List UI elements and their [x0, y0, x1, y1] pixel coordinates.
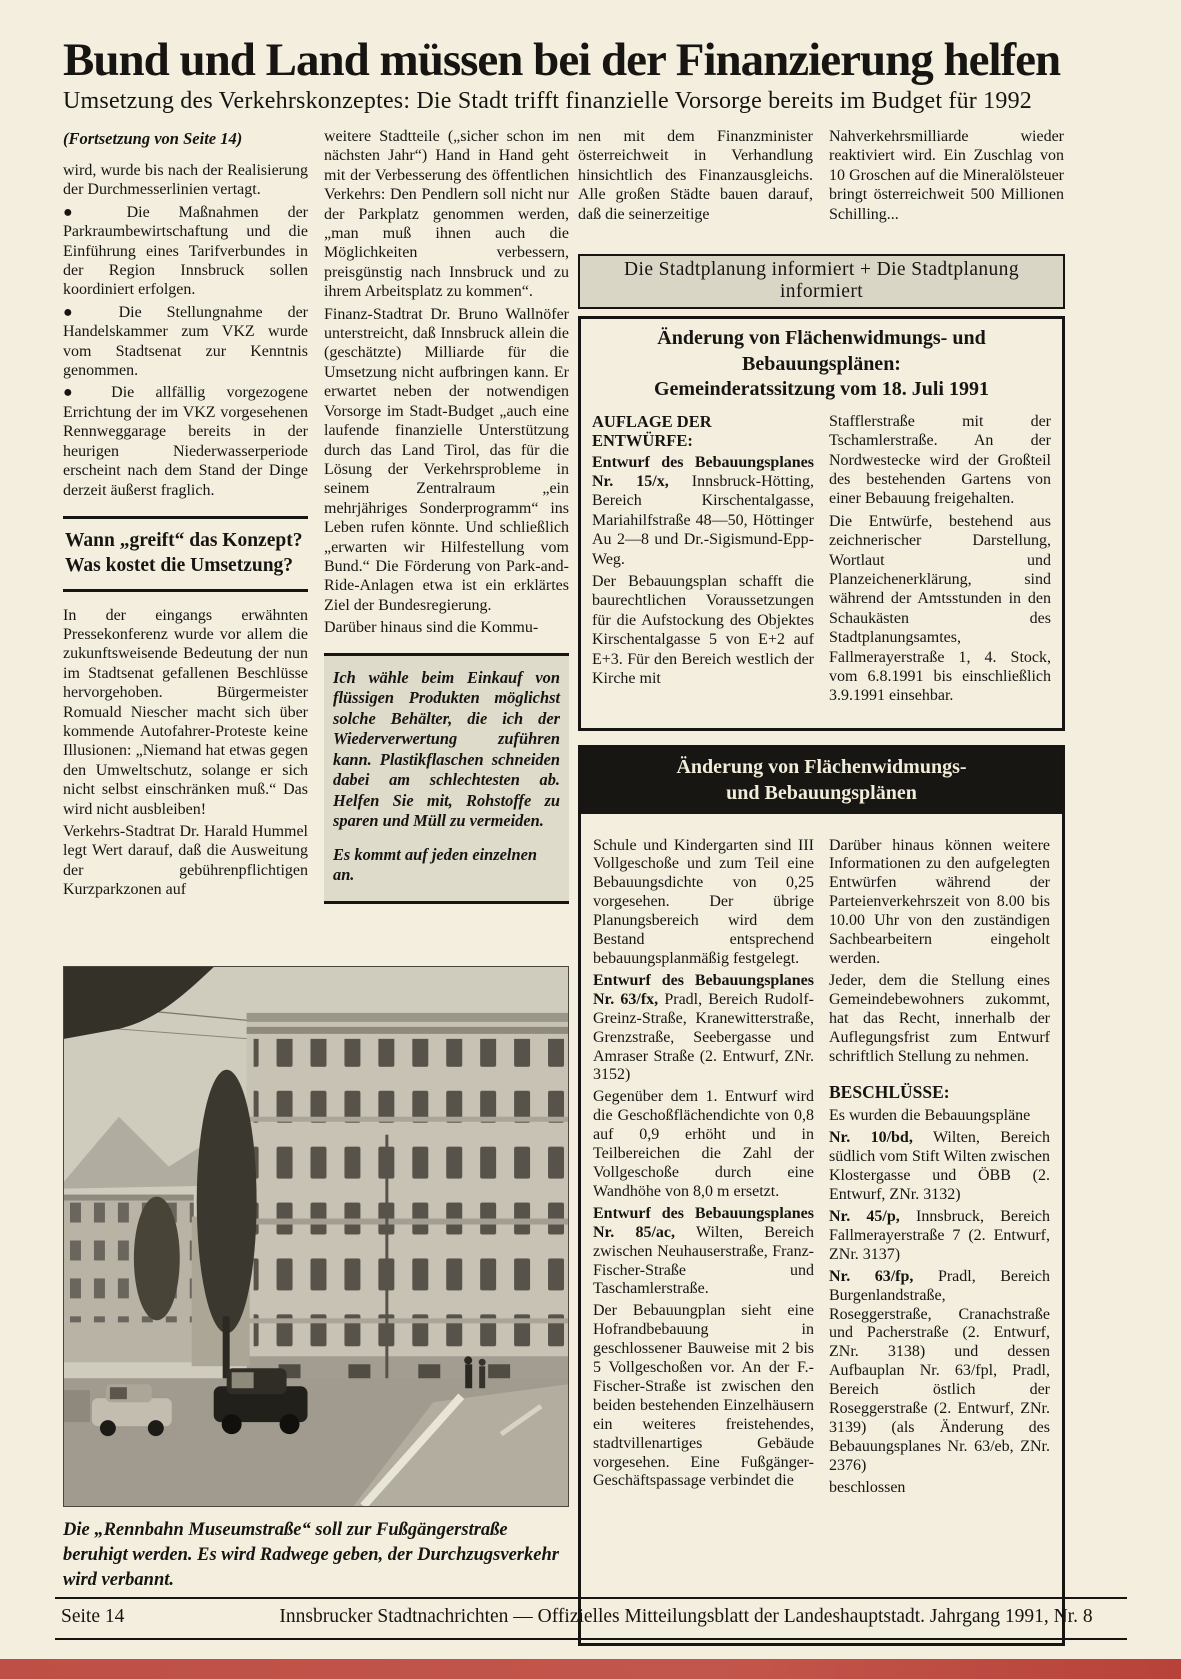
paragraph: [593, 1205, 814, 1300]
recycling-notice-closing: Es kommt auf jeden einzelnen an.: [333, 844, 537, 885]
street-photo: [63, 966, 569, 1507]
stadtplanung-box-auflage: [578, 316, 1065, 731]
box-column-left: [593, 837, 814, 1635]
article-header: [63, 36, 1125, 115]
stadtplanung-info-bar: Die Stadtplanung informiert + Die Stadtplanung informiert: [578, 254, 1065, 309]
paragraph-text: Innsbruck-Hötting, Bereich Kirschentalgasse, Mariahilfstraße 48—50, Höttinger Au 2—8 und Dr.-Sigismund-Epp-Weg.: [592, 473, 814, 568]
paragraph: Die Entwürfe, bestehend aus zeichnerischer Darstellung, Wortlaut und Planzeichenerklärung, sind während der Amtsstunden in den Schaukästen des Stadtplanungsamtes, Fallmerayerstraße 1, 4. Stock, vom 6.8.1991 bis einschließlich 3.9.1991 einsehbar.: [829, 512, 1051, 705]
plan-number: Entwurf des Bebauungsplanes Nr. 85/ac,: [593, 1204, 814, 1241]
section-header-line: Was kostet die Umsetzung?: [65, 555, 294, 577]
page-number: Seite 14: [61, 1606, 125, 1627]
paragraph-text: Wilten, Bereich südlich vom Stift Wilten zwischen Klostergasse und ÖBB (2. Entwurf, ZNr. 3132): [829, 1129, 1050, 1204]
paragraph: [829, 1208, 1050, 1265]
box-title-line: Gemeinderatssitzung vom 18. Juli 1991: [654, 378, 989, 401]
plan-number: Entwurf des Bebauungsplanes Nr. 15/x,: [592, 453, 814, 490]
footer-masthead: Innsbrucker Stadtnachrichten — Offizielles Mitteilungsblatt der Landeshauptstadt. Jahrgang 1991, Nr. 8: [279, 1606, 1093, 1627]
box-title-line: Änderung von Flächenwidmungs- und Bebauungsplänen:: [657, 327, 986, 375]
box-column-left: [592, 412, 814, 718]
page-title: Bund und Land müssen bei der Finanzierung helfen: [63, 34, 1061, 86]
photo-caption: Die „Rennbahn Museumstraße“ soll zur Fußgängerstraße beruhigt werden. Es wird Radwege geben, der Durchzugsverkehr wird verbannt.: [63, 1520, 559, 1590]
right-half: [578, 127, 1065, 1646]
bullet-item: ● Die Stellungnahme der Handelskammer zum VKZ wurde vom Stadtsenat zur Kenntnis genommen.: [63, 303, 308, 380]
paragraph: Verkehrs-Stadtrat Dr. Harald Hummel legt Wert darauf, daß die Ausweitung der gebührenpflichtigen Kurzparkzonen auf: [63, 823, 308, 899]
scan-edge-strip: [0, 1659, 1181, 1679]
section-header: [63, 516, 308, 592]
box-columns: [581, 823, 1062, 1643]
article-columns-right: [578, 127, 1065, 239]
paragraph-text: Pradl, Bereich Burgenlandstraße, Roseggerstraße, Cranachstraße und Pacherstraße (2. Entwurf, ZNr. 3138) und dessen Aufbauplan Nr. 63/fpl, Pradl, Bereich östlich der Roseggerstraße (2. Entwurf, ZNr. 3139) (als Änderung des Bebauungsplanes Nr. 63/eb, ZNr. 2376): [829, 1267, 1050, 1474]
column-1: [63, 127, 308, 961]
column-4: [829, 127, 1064, 239]
column-3: [578, 127, 813, 239]
plan-number: Nr. 45/p,: [829, 1207, 900, 1225]
paragraph: In der eingangs erwähnten Pressekonferenz wurde vor allem die zukunftsweisende Bedeutung der nun im Stadtsenat gefallenen Beschlüsse hervorgehoben. Bürgermeister Romuald Niescher macht sich über kommende Autofahrer-Proteste keine Illusionen: „Niemand hat etwas gegen den Umweltschutz, solange er sich nicht selbst einschränken muß.“ Das wird nicht ausbleiben!: [63, 606, 308, 818]
black-banner: [581, 748, 1062, 814]
paragraph: Darüber hinaus können weitere Informationen zu den aufgelegten Entwürfen während der Parteienverkehrszeit von 8.00 bis 10.00 Uhr von den zuständigen Sachbearbeitern eingeholt werden.: [829, 836, 1050, 967]
paragraph: wird, wurde bis nach der Realisierung der Durchmesserlinien vertagt.: [63, 162, 308, 199]
paragraph: Finanz-Stadtrat Dr. Bruno Wallnöfer unterstreicht, daß Innsbruck allein die (geschätzte) Milliarde für die Umsetzung nicht aufbringen kann. Er erwartet neben der notwendigen Vorsorge im Stadt-Budget „auch eine laufende finanzielle Unterstützung durch das Land Tirol, das für die Lösung der Verkehrsprobleme in seinem Zentralraum „ein mehrjähriges Sonderprogramm“ ins Leben rufen könnte. Und schließlich „erwarten wir Hilfestellung vom Bund.“ Die Förderung von Park-and-Ride-Anlagen etwa ist ein erklärtes Ziel der Bundesregierung.: [324, 305, 569, 614]
box-columns: [592, 412, 1051, 718]
recycling-notice-box: [324, 653, 569, 904]
paragraph: weitere Stadtteile („sicher schon im nächsten Jahr“) Hand in Hand geht mit der Verbesserung des öffentlichen Verkehrs: Den Pendlern soll nicht nur der Parkplatz genommen werden, „man muß ihnen auch die Möglichkeiten verbessern, preisgünstig nach Innsbruck und zu ihrem Arbeitsplatz zu kommen“.: [324, 128, 569, 301]
column-2: [324, 127, 569, 961]
paragraph: Darüber hinaus sind die Kommu-: [324, 619, 539, 637]
box-column-right: [829, 837, 1050, 1635]
bullet-item: ● Die allfällig vorgezogene Errichtung der im VKZ vorgesehenen Rennweggarage bereits in der heurigen Niederwasserperiode erscheint nach dem Stand der Dinge derzeit äußerst fraglich.: [63, 384, 308, 499]
paragraph: [592, 453, 814, 569]
paragraph-text: Pradl, Bereich Rudolf-Greinz-Straße, Kranewitterstraße, Grenzstraße, Seebergasse und Amraser Straße (2. Entwurf, ZNr. 3152): [593, 990, 814, 1084]
recycling-notice-text: Ich wähle beim Einkauf von flüssigen Produkten möglichst solche Behälter, die ich der Wiederverwertung zuführen kann. Plastikflaschen schneiden dabei am schlechtesten ab. Helfen Sie mit, Rohstoffe zu sparen und Müll zu vermeiden.: [333, 667, 560, 831]
paragraph-text: Innsbruck, Bereich Fallmerayerstraße 7 (2. Entwurf, ZNr. 3137): [829, 1207, 1050, 1263]
continuation-note: (Fortsetzung von Seite 14): [63, 129, 243, 148]
section-header-line: Wann „greift“ das Konzept?: [65, 529, 303, 551]
bullet-item: ● Die Maßnahmen der Parkraumbewirtschaftung und die Einführung eines Tarifverbundes in der Region Innsbruck sollen koordiniert erfolgen.: [63, 203, 308, 299]
paragraph: beschlossen: [829, 1478, 906, 1496]
paragraph: Der Bebauungplan sieht eine Hofrandbebauung in geschlossener Bauweise mit 2 bis 5 Vollgeschoßen vor. An der F.-Fischer-Straße ist zwischen den beiden bestehenden Einzelhäusern ein weiteres freistehendes, stadtvillenartiges Gebäude vorgesehen. Eine Fußgänger-Geschäftspassage verbindet die: [593, 1302, 814, 1490]
stadtplanung-box-beschluesse: [578, 745, 1065, 1646]
paragraph: nen mit dem Finanzminister österreichweit in Verhandlung hinsichtlich des Finanzausgleichs. Alle großen Städte bauen darauf, daß die seinerzeitige: [578, 128, 813, 223]
paragraph: Gegenüber dem 1. Entwurf wird die Geschoßflächendichte von 0,8 auf 0,9 erhöht und in Teilbereichen die Zahl der Vollgeschoße durch eine Wandhöhe von 8,0 m ersetzt.: [593, 1088, 814, 1200]
paragraph: Der Bebauungsplan schafft die baurechtlichen Voraussetzungen für die Aufstockung des Objektes Kirschentalgasse 5 von E+2 auf E+3. Für den Bereich westlich der Kirche mit: [592, 573, 814, 688]
box-title: [592, 326, 1051, 403]
paragraph: [829, 1268, 1050, 1476]
paragraph-text: Wilten, Bereich zwischen Neuhauserstraße, Franz-Fischer-Straße und Taschamlerstraße.: [593, 1223, 814, 1298]
box-column-right: [829, 412, 1051, 718]
paragraph: [829, 1129, 1050, 1205]
subheadline: Umsetzung des Verkehrskonzeptes: Die Stadt trifft finanzielle Vorsorge bereits im Budget für 1992: [63, 87, 1032, 114]
paragraph: Nahverkehrsmilliarde wieder reaktiviert wird. Ein Zuschlag von 10 Groschen auf die Mineralölsteuer bringt österreichweit 500 Millionen Schilling...: [829, 128, 1064, 223]
plan-number: Entwurf des Bebauungsplanes Nr. 63/fx,: [593, 971, 814, 1008]
plan-number: Nr. 10/bd,: [829, 1129, 913, 1147]
banner-line: Änderung von Flächenwidmungs-: [676, 755, 967, 778]
auflage-heading: AUFLAGE DER ENTWÜRFE:: [592, 411, 712, 451]
page-footer: [55, 1597, 1127, 1640]
paragraph: [593, 972, 814, 1085]
article-columns-left: [63, 127, 569, 961]
beschluesse-heading: BESCHLÜSSE:: [829, 1082, 950, 1103]
paragraph: Schule und Kindergarten sind III Vollgeschoße und zum Teil eine Bebauungsdichte von 0,25 vorgesehen. Der übrige Planungsbereich wird dem Bestand entsprechend bebauungsplanmäßig festgelegt.: [593, 836, 814, 967]
paragraph: Es wurden die Bebauungspläne: [829, 1107, 1031, 1125]
paragraph: Jeder, dem die Stellung eines Gemeindebewohners zukommt, hat das Recht, innerhalb der Auflegungsfrist zum Entwurf schriftlich Stellung zu nehmen.: [829, 971, 1050, 1065]
street-photo-illustration: [64, 967, 568, 1506]
paragraph: Stafflerstraße mit der Tschamlerstraße. An der Nordwestecke wird der Großteil des bestehenden Gartens von einer Bebauung freigehalten.: [829, 412, 1051, 508]
plan-number: Nr. 63/fp,: [829, 1267, 914, 1285]
banner-line: und Bebauungsplänen: [726, 782, 917, 805]
